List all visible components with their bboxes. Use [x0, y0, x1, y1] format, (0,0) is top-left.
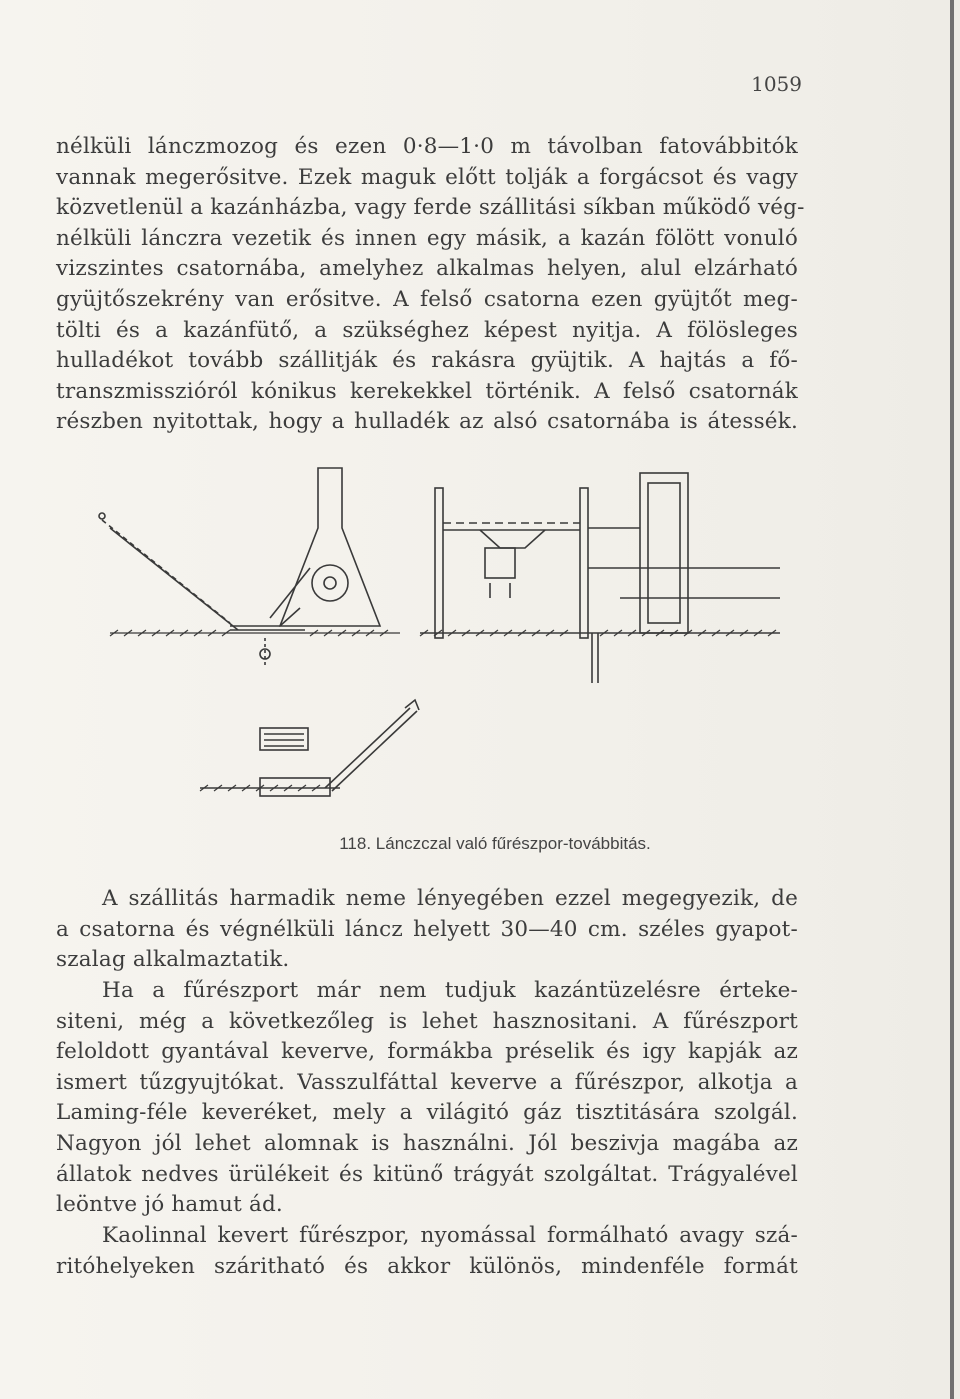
text-line: gyüjtőszekrény van erősitve. A felső csatorna ezen gyüjtőt meg- — [56, 286, 798, 312]
text-line: szalag alkalmaztatik. — [56, 947, 290, 973]
text-line: Ha a fűrészport már nem tudjuk kazántüzelésre érteke- — [102, 978, 798, 1003]
figure-118-drawing — [80, 458, 800, 828]
text-line: vannak megerősitve. Ezek maguk előtt tolják a forgácsot és vagy — [56, 164, 798, 190]
text-line: vizszintes csatornába, amelyhez alkalmas helyen, alul elzárható — [56, 256, 798, 282]
text-line: részben nyitottak, hogy a hulladék az alsó csatornába is átessék. — [56, 409, 798, 435]
text-line: hulladékot tovább szállitják és rakásra gyüjtik. A hajtás a fő- — [56, 348, 798, 374]
paragraph-1 — [56, 132, 805, 438]
paragraph-4 — [56, 1221, 798, 1282]
text-line: leöntve jó hamut ád. — [56, 1192, 283, 1218]
text-line: siteni, még a következőleg is lehet hasznositani. A fűrészport — [56, 1008, 798, 1034]
text-line: transzmisszióról kónikus kerekekkel történik. A felső csatornák — [56, 378, 798, 404]
text-line: állatok nedves ürülékeit és kitünő trágyát szolgáltat. Trágyalével — [56, 1161, 798, 1187]
text-line: a csatorna és végnélküli láncz helyett 30—40 cm. széles gyapot- — [56, 916, 798, 942]
right-assembly — [588, 473, 780, 683]
text-line: A szállitás harmadik neme lényegében ezzel megegyezik, de — [102, 886, 798, 911]
text-line: tölti és a kazánfütő, a szükséghez képest nyitja. A fölösleges — [56, 317, 798, 343]
text-line: feloldott gyantával keverve, formákba préselik és igy kapják az — [56, 1039, 798, 1065]
text-line: nélküli lánczmozog és ezen 0·8—1·0 m távolban fatovábbitók — [56, 134, 798, 159]
page-edge — [950, 0, 954, 1399]
text-line: Kaolinnal kevert fűrészpor, nyomással formálható avagy szá- — [102, 1223, 798, 1248]
text-line: nélküli lánczra vezetik és innen egy másik, a kazán fölött vonuló — [56, 225, 798, 251]
text-line: Laming-féle keveréket, mely a világitó gáz tisztitására szolgál. — [56, 1100, 798, 1126]
page-number: 1059 — [751, 72, 802, 96]
lower-assembly — [200, 700, 419, 796]
ground-hatch-left — [110, 630, 400, 636]
text-line: ismert tűzgyujtókat. Vasszulfáttal keverve a fűrészpor, alkotja a — [56, 1069, 798, 1095]
text-line: ritóhelyeken száritható és akkor különös, mindenféle formát — [56, 1253, 798, 1279]
figure-caption: 118. Lánczczal való fűrészpor-továbbitás. — [339, 834, 651, 853]
paragraph-2 — [56, 884, 798, 976]
paragraph-3 — [56, 976, 798, 1221]
middle-assembly — [420, 488, 590, 638]
left-assembly — [99, 468, 380, 668]
text-line: közvetlenül a kazánházba, vagy ferde szállitási síkban működő vég- — [56, 195, 805, 221]
text-line: Nagyon jól lehet alomnak is használni. Jól beszivja magába az — [56, 1130, 798, 1156]
